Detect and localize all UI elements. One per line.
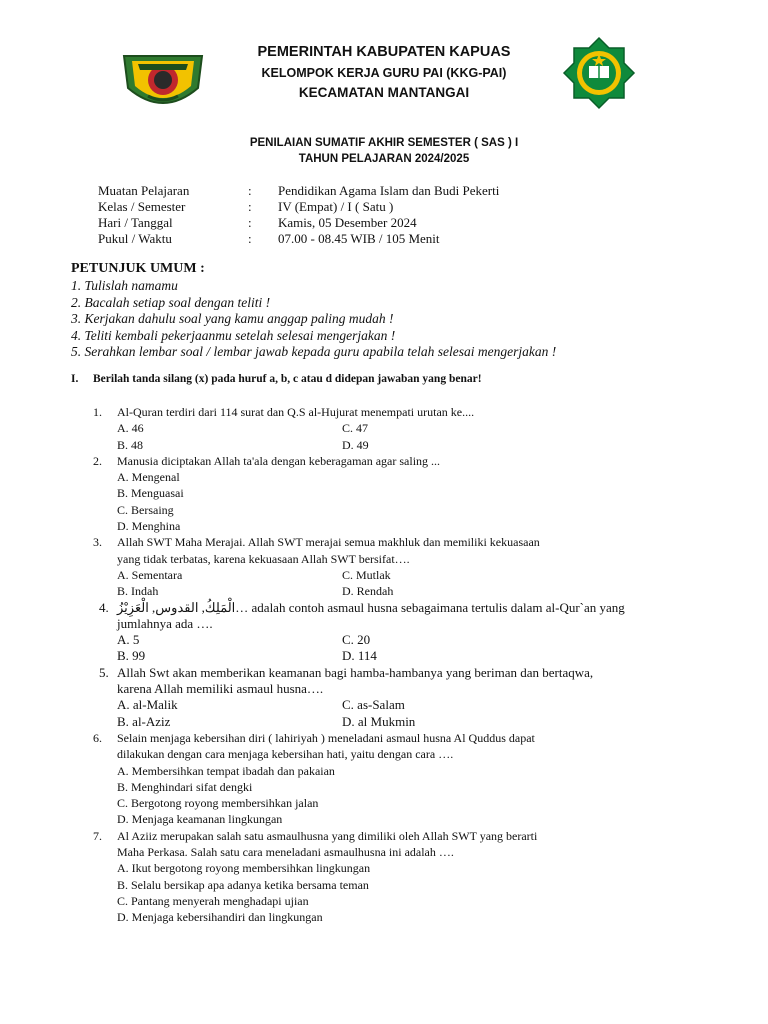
instruction-item: 5. Serahkan lembar soal / lembar jawab kepada guru apabila telah selesai mengerjakan ! <box>71 344 557 359</box>
question-number: 2. <box>93 453 102 468</box>
answer-option: C. Bergotong royong membersihkan jalan <box>117 796 319 811</box>
answer-option: B. Selalu bersikap apa adanya ketika bersama teman <box>117 877 369 892</box>
answer-option: C. 20 <box>342 632 371 648</box>
instruction-item: 2. Bacalah setiap soal dengan teliti ! <box>71 294 271 310</box>
question-number: 7. <box>93 828 102 843</box>
question-text-cont: karena Allah memiliki asmaul husna…. <box>117 681 324 697</box>
section-heading <box>71 373 482 385</box>
answer-option: C. Bersaing <box>117 502 174 517</box>
answer-options <box>93 860 733 925</box>
question-text-cont: yang tidak terbatas, karena kekuasaan Allah SWT bersifat…. <box>117 551 410 566</box>
answer-option: D. 114 <box>342 648 377 664</box>
answer-option: B. al-Aziz <box>117 713 171 729</box>
answer-option: B. 48 <box>117 437 144 452</box>
question-text-cont: dilakukan dengan cara menjaga kebersihan hati, yaitu dengan cara …. <box>117 747 454 762</box>
question-line <box>93 730 733 746</box>
meta-row <box>98 231 499 247</box>
question-1 <box>93 404 733 453</box>
question-line <box>93 600 733 616</box>
answer-option: D. 49 <box>342 437 369 452</box>
question-text: Al Aziiz merupakan salah satu asmaulhusna yang dimiliki oleh Allah SWT yang berarti <box>117 828 538 843</box>
meta-colon: : <box>248 199 252 214</box>
answer-option: A. 46 <box>117 421 144 436</box>
question-text: Allah SWT Maha Merajai. Allah SWT merajai semua makhluk dan memiliki kekuasaan <box>117 535 540 550</box>
question-number: 6. <box>93 730 102 745</box>
question-text: Manusia diciptakan Allah ta'ala dengan keberagaman agar saling ... <box>117 453 441 468</box>
header-government: PEMERINTAH KABUPATEN KAPUAS <box>257 44 511 60</box>
academic-year: TAHUN PELAJARAN 2024/2025 <box>298 153 470 165</box>
answer-options <box>93 567 733 600</box>
question-number: 1. <box>93 405 102 419</box>
question-text: Al-Quran terdiri dari 114 surat dan Q.S al-Hujurat menempati urutan ke.... <box>117 405 475 419</box>
answer-options <box>93 632 733 665</box>
question-line <box>93 453 733 469</box>
answer-option: B. Menguasai <box>117 486 184 501</box>
question-5 <box>93 665 733 730</box>
header-kkg: KELOMPOK KERJA GURU PAI (KKG-PAI) <box>261 66 507 80</box>
meta-value: 07.00 - 08.45 WIB / 105 Menit <box>278 231 440 246</box>
question-3 <box>93 534 733 599</box>
question-number: 3. <box>93 535 102 550</box>
question-line <box>93 534 733 550</box>
meta-colon: : <box>248 183 252 198</box>
answer-option: C. as-Salam <box>342 697 405 713</box>
question-line <box>93 828 733 844</box>
answer-option: D. Menghina <box>117 519 181 534</box>
answer-option: B. Menghindari sifat dengki <box>117 779 253 794</box>
section-number: I. <box>71 373 79 385</box>
exam-meta <box>98 183 499 247</box>
instruction-item: 1. Tulislah namamu <box>71 278 178 293</box>
question-text: الْمَلِكُ, القدوس, الْعَزِيْزُ… adalah contoh asmaul husna sebagaimana tertulis dalam al-Qur`an yang <box>117 599 625 615</box>
answer-option: A. Ikut bergotong royong membersihkan lingkungan <box>117 861 371 876</box>
question-list <box>93 404 733 926</box>
meta-label: Muatan Pelajaran <box>98 183 190 198</box>
meta-row <box>98 215 499 231</box>
answer-option: D. Rendah <box>342 584 394 599</box>
question-7 <box>93 828 733 926</box>
question-line <box>93 404 733 420</box>
instruction-item: 4. Teliti kembali pekerjaanmu setelah selesai mengerjakan ! <box>71 327 396 343</box>
general-instructions <box>71 261 556 361</box>
answer-option: A. Membersihkan tempat ibadah dan pakaian <box>117 763 335 778</box>
answer-option: D. Menjaga kebersihandiri dan lingkungan <box>117 910 323 925</box>
answer-option: A. Sementara <box>117 567 183 582</box>
question-number: 5. <box>99 664 109 680</box>
answer-option: A. al-Malik <box>117 697 178 713</box>
question-text-cont: jumlahnya ada …. <box>117 615 213 631</box>
meta-row <box>98 199 499 215</box>
question-number: 4. <box>99 599 109 615</box>
meta-label: Pukul / Waktu <box>98 231 172 246</box>
meta-value: Pendidikan Agama Islam dan Budi Pekerti <box>278 183 500 198</box>
meta-label: Hari / Tanggal <box>98 215 173 230</box>
answer-option: A. Mengenal <box>117 470 180 485</box>
answer-option: A. 5 <box>117 632 140 648</box>
answer-option: B. Indah <box>117 584 159 599</box>
section-text: Berilah tanda silang (x) pada huruf a, b, c atau d didepan jawaban yang benar! <box>93 373 482 385</box>
question-text: Selain menjaga kebersihan diri ( lahiriyah ) meneladani asmaul husna Al Quddus dapat <box>117 730 535 745</box>
answer-option: C. Mutlak <box>342 567 391 582</box>
answer-option: C. Pantang menyerah menghadapi ujian <box>117 893 309 908</box>
question-2 <box>93 453 733 534</box>
answer-options <box>93 420 733 453</box>
meta-value: Kamis, 05 Desember 2024 <box>278 215 417 230</box>
meta-colon: : <box>248 215 252 230</box>
question-6 <box>93 730 733 828</box>
meta-row <box>98 183 499 199</box>
instruction-item: 3. Kerjakan dahulu soal yang kamu anggap paling mudah ! <box>71 311 394 326</box>
meta-colon: : <box>248 231 252 246</box>
meta-value: IV (Empat) / I ( Satu ) <box>278 199 394 214</box>
answer-option: C. 47 <box>342 421 369 436</box>
answer-option: D. al Mukmin <box>342 713 416 729</box>
question-4 <box>93 600 733 665</box>
answer-options <box>93 469 733 534</box>
meta-label: Kelas / Semester <box>98 199 186 214</box>
answer-option: D. Menjaga keamanan lingkungan <box>117 812 283 827</box>
header-district: KECAMATAN MANTANGAI <box>298 85 470 100</box>
question-text: Allah Swt akan memberikan keamanan bagi hamba-hambanya yang beriman dan bertaqwa, <box>117 664 594 680</box>
answer-options <box>93 697 733 730</box>
question-line <box>93 665 733 681</box>
answer-option: B. 99 <box>117 648 146 664</box>
answer-options <box>93 763 733 828</box>
instructions-title: PETUNJUK UMUM : <box>71 261 205 276</box>
question-text-cont: Maha Perkasa. Salah satu cara meneladani asmaulhusna ini adalah …. <box>117 845 454 860</box>
exam-title: PENILAIAN SUMATIF AKHIR SEMESTER ( SAS ) I <box>249 137 519 149</box>
